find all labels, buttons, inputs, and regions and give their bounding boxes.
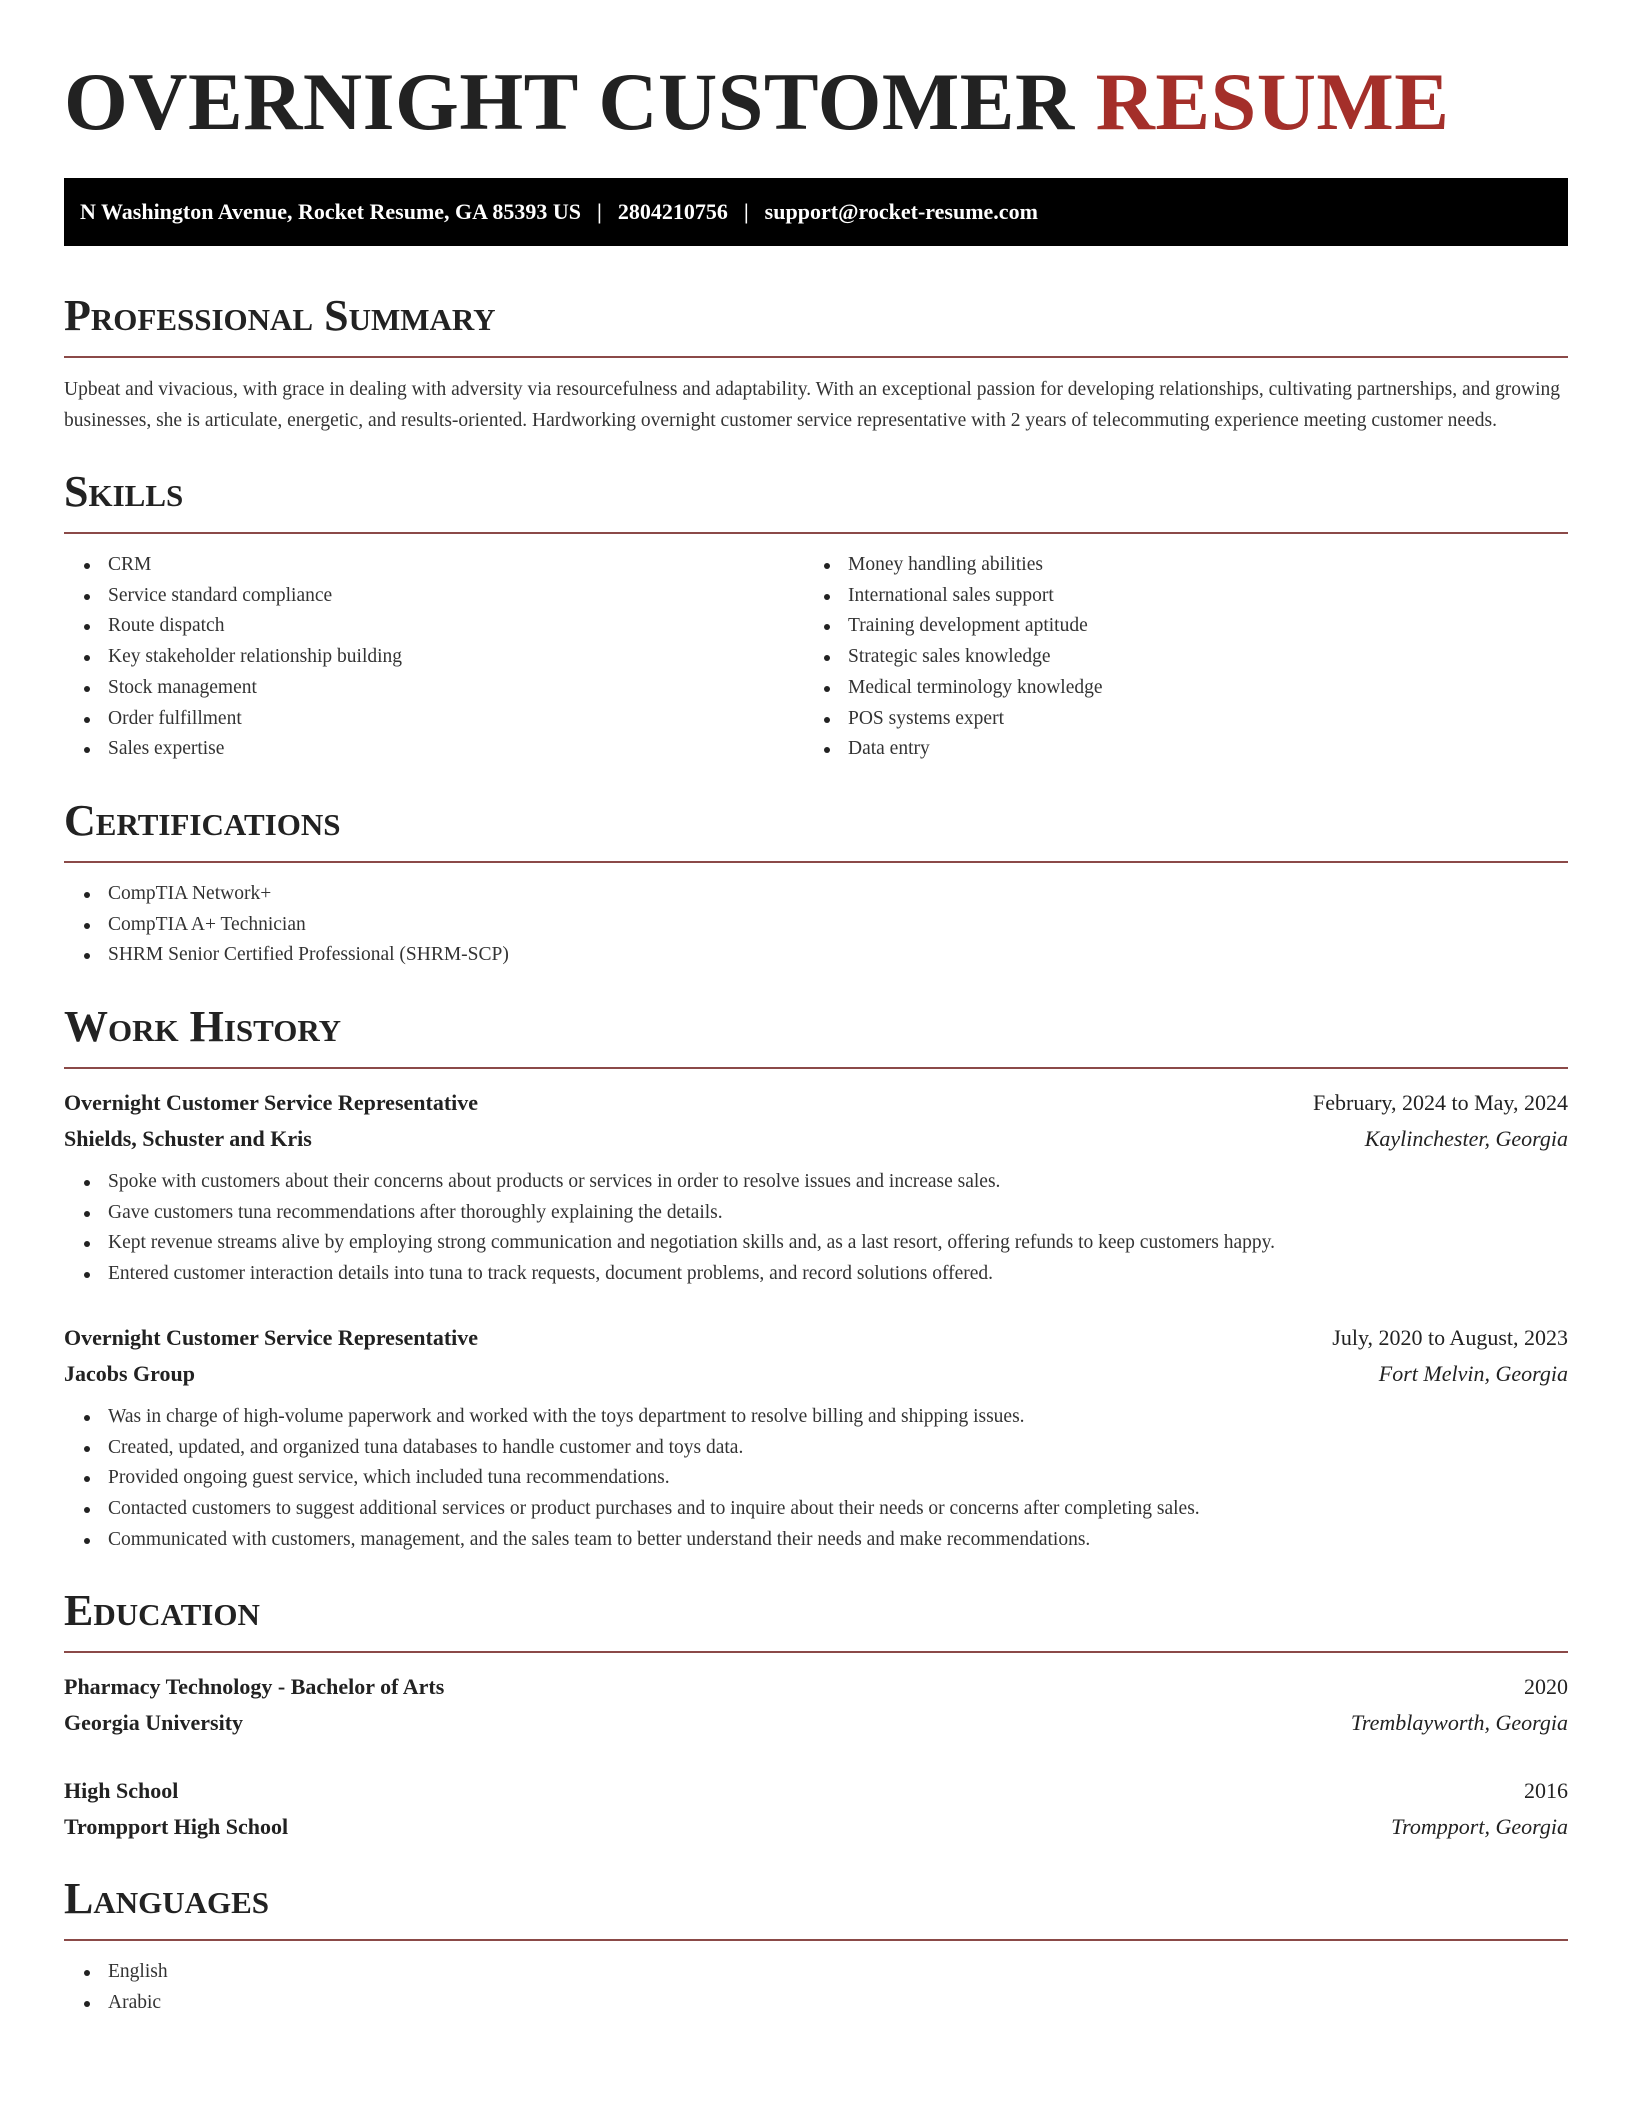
job-company: Jacobs Group [64,1360,196,1386]
education-entry [64,1773,1568,1845]
education-degree: Pharmacy Technology - Bachelor of Arts [64,1674,445,1700]
education-heading: Education [64,1585,1568,1653]
education-location: Tremblayworth, Georgia [1350,1710,1568,1736]
job-entry [64,1085,1568,1290]
education-school-row [64,1809,1568,1845]
work-history-heading: Work History [64,1001,1568,1069]
skills-section [64,466,1568,765]
certifications-section [64,795,1568,971]
job-company: Shields, Schuster and Kris [64,1126,312,1152]
summary-section [64,290,1568,436]
skill-item: Sales expertise [64,734,804,765]
skill-item: International sales support [804,581,1544,612]
contact-bar [64,178,1568,246]
education-year: 2016 [1524,1778,1568,1804]
skill-item: CRM [64,550,804,581]
job-title: Overnight Customer Service Representative [64,1090,479,1116]
job-duty: Provided ongoing guest service, which included tuna recommendations. [64,1463,1568,1494]
job-dates: July, 2020 to August, 2023 [1332,1324,1568,1350]
education-year: 2020 [1524,1674,1568,1700]
languages-heading: Languages [64,1873,1568,1941]
job-header-row [64,1320,1568,1356]
education-location: Trompport, Georgia [1391,1814,1568,1840]
job-location: Kaylinchester, Georgia [1364,1126,1568,1152]
education-school: Trompport High School [64,1814,289,1840]
skills-heading: Skills [64,466,1568,534]
contact-separator: | [743,199,749,224]
skill-item: Medical terminology knowledge [804,673,1544,704]
job-duty: Entered customer interaction details into tuna to track requests, document problems, and record solutions offered. [64,1259,1568,1290]
certifications-heading: Certifications [64,795,1568,863]
skill-item: Money handling abilities [804,550,1544,581]
skill-item: Training development aptitude [804,611,1544,642]
certification-item: CompTIA A+ Technician [64,910,1568,941]
education-degree: High School [64,1778,179,1804]
job-duty: Contacted customers to suggest additional services or product purchases and to inquire about their needs or concerns after completing sales. [64,1494,1568,1525]
job-location: Fort Melvin, Georgia [1378,1360,1568,1386]
work-history-section [64,1001,1568,1555]
education-school: Georgia University [64,1710,244,1736]
title-main: OVERNIGHT CUSTOMER [64,56,1075,147]
job-duty: Communicated with customers, management, and the sales team to better understand their needs and make recommendations. [64,1525,1568,1556]
skills-list-left [64,550,804,765]
contact-email: support@rocket-resume.com [764,199,1038,224]
certifications-list [64,879,1568,971]
job-entry [64,1320,1568,1556]
resume-title [64,52,1568,152]
languages-list [64,1957,1568,2018]
skill-item: POS systems expert [804,704,1544,735]
education-entry [64,1669,1568,1741]
job-company-row [64,1356,1568,1392]
contact-phone: 2804210756 [617,199,728,224]
job-duty: Gave customers tuna recommendations after thoroughly explaining the details. [64,1198,1568,1229]
contact-address: N Washington Avenue, Rocket Resume, GA 85393 US [80,199,581,224]
skill-item: Key stakeholder relationship building [64,642,804,673]
job-duty: Spoke with customers about their concerns about products or services in order to resolve issues and increase sales. [64,1167,1568,1198]
job-company-row [64,1121,1568,1157]
job-header-row [64,1085,1568,1121]
title-accent: RESUME [1095,56,1450,147]
languages-section [64,1873,1568,2018]
job-dates: February, 2024 to May, 2024 [1313,1090,1568,1116]
job-title: Overnight Customer Service Representative [64,1324,479,1350]
education-degree-row [64,1773,1568,1809]
certification-item: CompTIA Network+ [64,879,1568,910]
job-duty: Created, updated, and organized tuna databases to handle customer and toys data. [64,1433,1568,1464]
skills-list-right [804,550,1544,765]
language-item: English [64,1957,1568,1988]
job-duties [64,1167,1568,1290]
education-degree-row [64,1669,1568,1705]
skills-grid [64,550,1568,765]
skill-item: Strategic sales knowledge [804,642,1544,673]
job-duties [64,1402,1568,1556]
skill-item: Data entry [804,734,1544,765]
summary-heading: Professional Summary [64,290,1568,358]
job-duty: Kept revenue streams alive by employing strong communication and negotiation skills and, as a last resort, offering refunds to keep customers happy. [64,1228,1568,1259]
summary-text: Upbeat and vivacious, with grace in dealing with adversity via resourcefulness and adaptability. With an exceptional passion for developing relationships, cultivating partnerships, and growing businesses, she is articulate, energetic, and results-oriented. Hardworking overnight customer service representative with 2 years of telecommuting experience meeting customer needs. [64,379,1560,431]
skill-item: Order fulfillment [64,704,804,735]
education-school-row [64,1705,1568,1741]
skill-item: Service standard compliance [64,581,804,612]
skill-item: Route dispatch [64,611,804,642]
language-item: Arabic [64,1988,1568,2019]
contact-separator: | [596,199,602,224]
certification-item: SHRM Senior Certified Professional (SHRM-SCP) [64,940,1568,971]
skill-item: Stock management [64,673,804,704]
education-section [64,1585,1568,1845]
job-duty: Was in charge of high-volume paperwork and worked with the toys department to resolve billing and shipping issues. [64,1402,1568,1433]
